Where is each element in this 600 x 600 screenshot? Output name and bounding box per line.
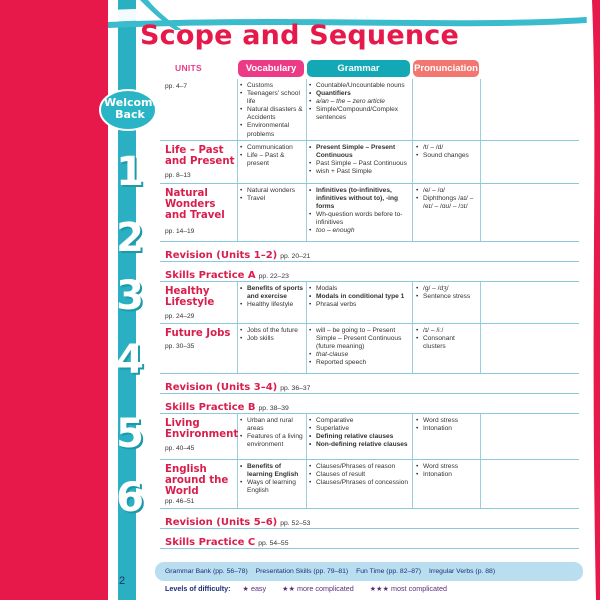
unit-number-badge: 4 [116,337,144,383]
list-item: • Comparative [309,417,411,425]
difficulty-legend [165,584,461,593]
list-item: • Modals in conditional type 1 [309,293,411,301]
review-pages: pp. 54–55 [258,540,289,547]
list-item: • Healthy lifestyle [240,301,304,309]
unit-number-badge: 6 [116,475,144,521]
list-item: • Intonation [416,471,478,479]
list-item: • Modals [309,285,411,293]
list-item: • Wh-question words before to-infinitives [309,211,411,227]
list-item: • Life – Past & present [240,152,304,168]
list-item: • Travel [240,195,304,203]
review-row [160,394,579,414]
list-item: • /g/ – /dʒ/ [416,285,478,293]
footer-item: Grammar Bank (pp. 56–78) [165,568,248,575]
unit-grammar [309,144,411,176]
review-row [160,509,579,529]
footer-item: Irregular Verbs (p. 88) [428,568,496,575]
list-item: • Urban and rural areas [240,417,304,433]
unit-pages: pp. 14–19 [165,228,195,235]
list-item: • Simple/Compound/Complex sentences [309,106,411,122]
review-pages: pp. 52–53 [280,520,311,527]
unit-6-row [160,460,579,509]
unit-vocabulary [240,144,304,168]
list-item: • Non-defining relative clauses [309,441,411,449]
unit-pages: pp. 24–29 [165,313,195,320]
list-item: • Quantifiers [309,90,411,98]
unit-grammar [309,417,411,449]
scope-table [160,79,579,555]
list-item: • Sentence stress [416,293,478,301]
unit-vocabulary [240,463,304,495]
unit-pronunciation [416,144,478,160]
list-item: • Features of a living environment [240,433,304,449]
unit-name: Future Jobs [165,328,231,339]
unit-number-badge: 1 [116,149,144,195]
list-item: • Countable/Uncountable nouns [309,82,411,90]
review-name: Revision (Units 1–2) [165,250,278,261]
list-item: • Intonation [416,425,478,433]
list-item: • Word stress [416,417,478,425]
unit-grammar [309,463,411,487]
list-item: • Natural wonders [240,187,304,195]
unit-number-badge: 3 [116,273,144,319]
list-item: • Job skills [240,335,304,343]
units-header: UNITS [175,63,202,73]
unit-vocabulary [240,327,304,343]
review-name: Skills Practice B [165,402,256,413]
unit-name: Healthy Lifestyle [165,286,215,308]
list-item: • Natural disasters & Accidents [240,106,304,122]
unit-number-badge: 2 [116,215,144,261]
unit-name: Natural Wonders and Travel [165,188,225,221]
unit-2-row [160,184,579,242]
review-name: Revision (Units 3–4) [165,382,278,393]
unit-1-row [160,141,579,184]
unit-vocabulary [240,285,304,309]
unit-3-row [160,282,579,324]
unit-number-badge: 5 [116,411,144,457]
list-item: • Teenagers' school life [240,90,304,106]
unit-pronunciation [416,327,478,351]
unit-grammar [309,187,411,236]
list-item: • Clauses of result [309,471,411,479]
list-item: • /ɪ/ – /iː/ [416,327,478,335]
welcome-vocabulary [240,82,304,139]
footer-references [155,562,583,581]
page-number: 2 [119,575,126,587]
review-pages: pp. 38–39 [258,405,289,412]
list-item: • Benefits of learning English [240,463,304,479]
list-item: • /e/ – /ɑ/ [416,187,478,195]
list-item: • Communication [240,144,304,152]
vocabulary-header: Vocabulary [238,60,304,77]
list-item: • Ways of learning English [240,479,304,495]
list-item: • Jobs of the future [240,327,304,335]
level-more: ★★ more complicated [282,584,354,593]
unit-pronunciation [416,285,478,301]
unit-pages: pp. 46–51 [165,498,195,505]
list-item: • Customs [240,82,304,90]
review-pages: pp. 36–37 [280,385,311,392]
review-row [160,262,579,282]
level-most: ★★★ most complicated [369,584,447,593]
unit-grammar [309,285,411,309]
unit-pages: pp. 40–45 [165,445,195,452]
list-item: • /t/ – /d/ [416,144,478,152]
review-row [160,374,579,394]
list-item: • Present Simple – Present Continuous [309,144,411,160]
list-item: • Diphthongs /aɪ/ – /eɪ/ – /ɑʊ/ – /ɔɪ/ [416,195,478,211]
list-item: • Consonant clusters [416,335,478,351]
list-item: • Defining relative clauses [309,433,411,441]
list-item: • a/an – the – zero article [309,98,411,106]
unit-grammar [309,327,411,367]
page-title: Scope and Sequence [140,20,459,51]
list-item: • Environmental problems [240,122,304,138]
welcome-back-label: Welcome Back [104,96,160,121]
list-item: • Reported speech [309,359,411,367]
welcome-pages: pp. 4–7 [165,83,187,90]
unit-vocabulary [240,187,304,203]
review-name: Skills Practice A [165,270,256,281]
unit-name: English around the World [165,464,229,497]
list-item: • Benefits of sports and exercise [240,285,304,301]
review-row [160,529,579,549]
review-pages: pp. 22–23 [258,273,289,280]
footer-item: Fun Time (pp. 82–87) [356,568,422,575]
review-name: Skills Practice C [165,537,256,548]
list-item: • Clauses/Phrases of reason [309,463,411,471]
unit-pages: pp. 30–35 [165,343,195,350]
list-item: • Clauses/Phrases of concession [309,479,411,487]
list-item: • wish + Past Simple [309,168,411,176]
unit-pages: pp. 8–13 [165,172,191,179]
unit-pronunciation [416,187,478,211]
list-item: • Past Simple – Past Continuous [309,160,411,168]
unit-vocabulary [240,417,304,449]
list-item: • that-clause [309,351,411,359]
list-item: • Phrasal verbs [309,301,411,309]
footer-item: Presentation Skills (pp. 79–81) [255,568,349,575]
review-row [160,242,579,262]
grammar-header: Grammar [307,60,410,77]
list-item: • Superlative [309,425,411,433]
unit-name: Living Environment [165,418,239,440]
level-easy: ★ easy [242,584,267,593]
unit-4-row [160,324,579,374]
unit-5-row [160,414,579,460]
unit-pronunciation [416,463,478,479]
list-item: • Infinitives (to-infinitives, infinitives without to), -ing forms [309,187,411,211]
unit-name: Life – Past and Present [165,145,235,167]
list-item: • Word stress [416,463,478,471]
pronunciation-header: Pronunciation [413,60,479,77]
unit-pronunciation [416,417,478,433]
review-pages: pp. 20–21 [280,253,311,260]
welcome-grammar [309,82,411,122]
list-item: • too – enough [309,227,411,235]
welcome-row [160,79,579,141]
review-name: Revision (Units 5–6) [165,517,278,528]
list-item: • Sound changes [416,152,478,160]
list-item: • will – be going to – Present Simple – Present Continuous (future meaning) [309,327,411,351]
levels-label: Levels of difficulty: [165,584,231,593]
